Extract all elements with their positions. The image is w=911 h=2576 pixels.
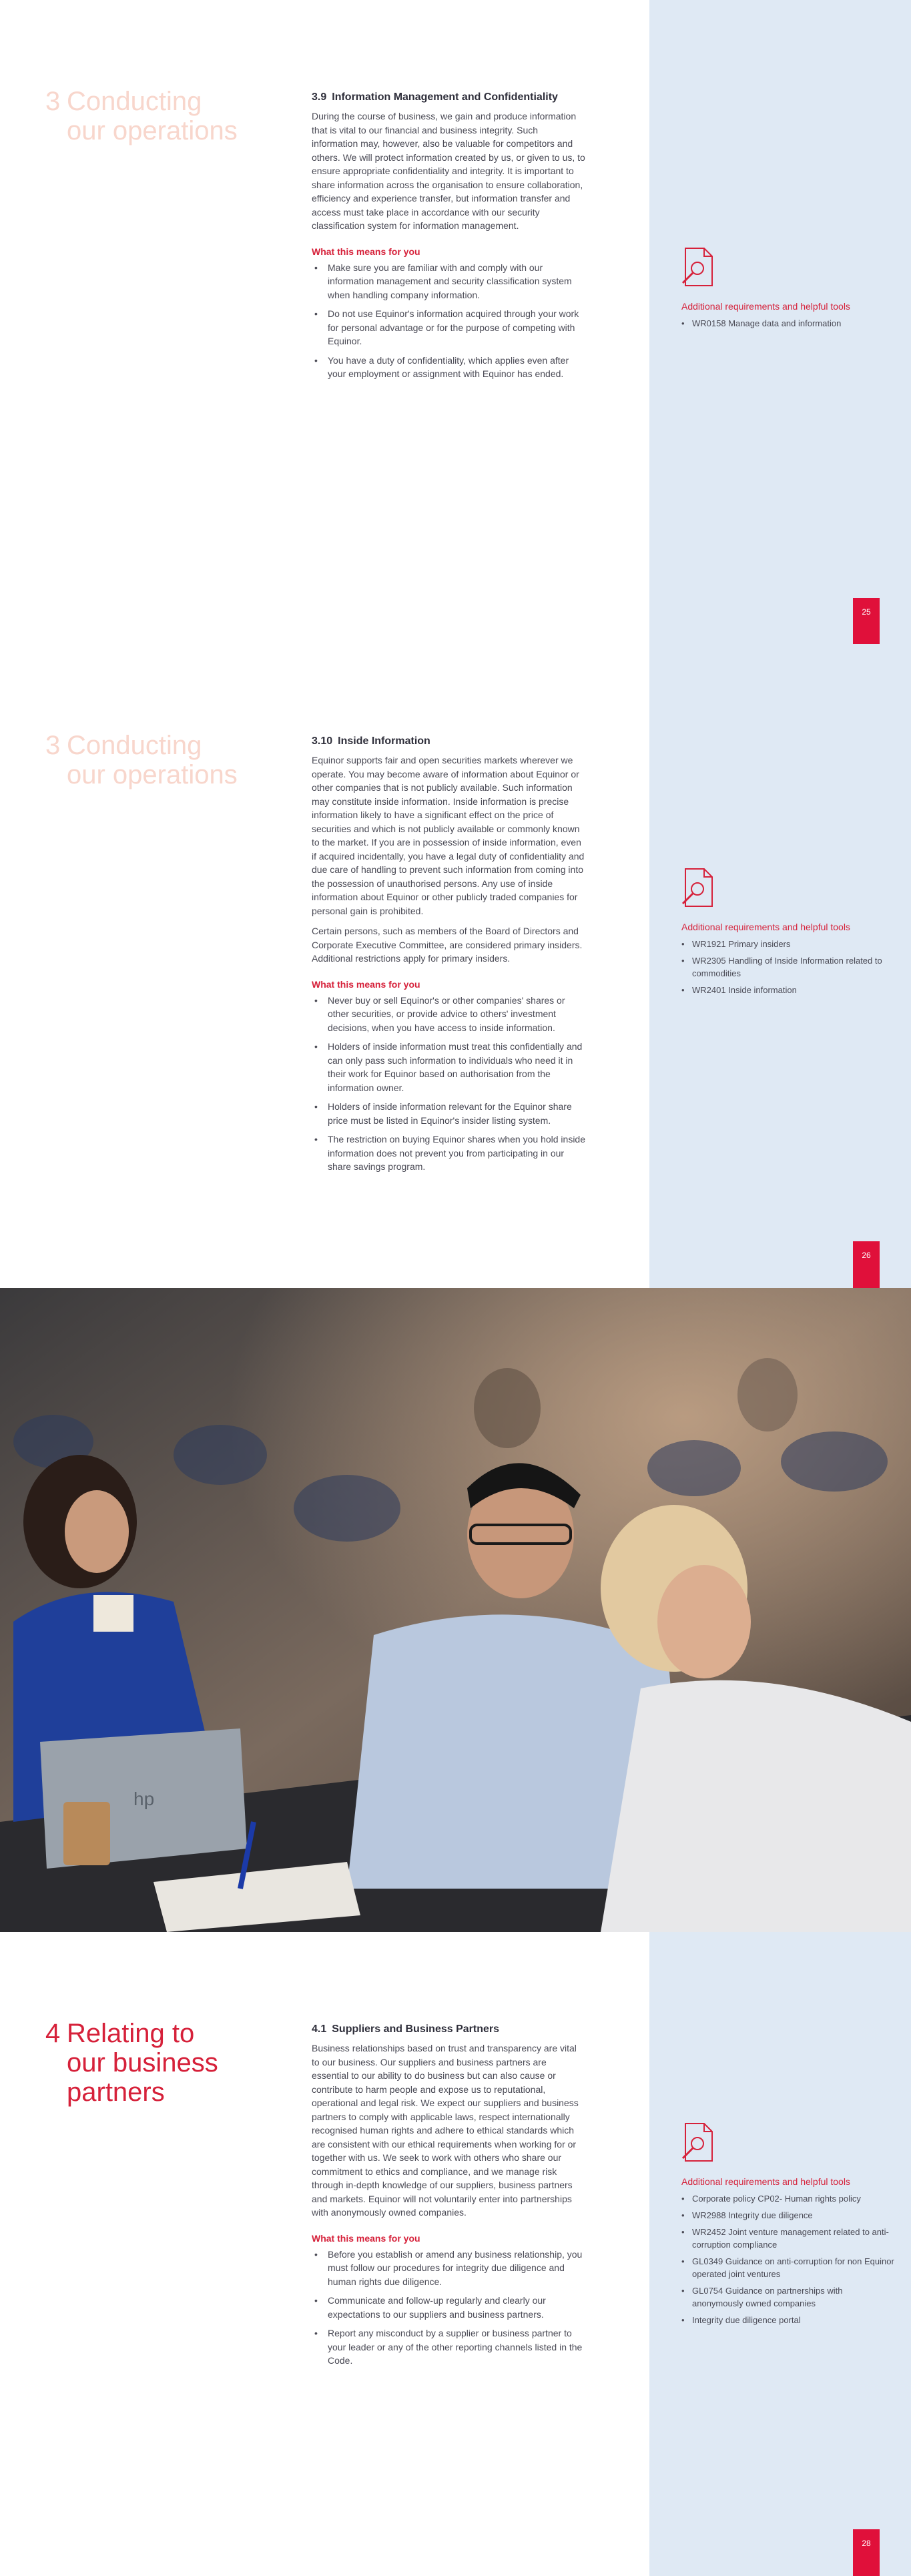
chapter-number: 4 (45, 2019, 61, 2048)
page-number: 28 (853, 2529, 880, 2576)
chapter-title-line2: our business (67, 2048, 218, 2077)
page-number: 26 (853, 1241, 880, 1288)
tool-link[interactable]: • WR2305 Handling of Inside Information related to commodities (681, 954, 895, 980)
what-this-means-heading: What this means for you (312, 2232, 420, 2244)
chapter-title-line1: Conducting (67, 87, 202, 116)
list-item: • The restriction on buying Equinor shares when you hold inside information does not prevent you from participating in our share savings program. (312, 1133, 585, 1174)
section-title-text: Information Management and Confidentiality (332, 91, 558, 103)
tool-link[interactable]: • WR2452 Joint venture management related to anti-corruption compliance (681, 2226, 895, 2251)
tools-list (681, 317, 895, 330)
what-this-means-heading: What this means for you (312, 978, 420, 990)
list-item: • Report any misconduct by a supplier or business partner to your leader or any of the other reporting channels listed in the Code. (312, 2326, 585, 2368)
document-magnifier-icon (681, 2122, 715, 2164)
what-this-means-heading: What this means for you (312, 246, 420, 257)
list-item: • Communicate and follow-up regularly and clearly our expectations to our suppliers and business partners. (312, 2294, 585, 2321)
tool-link[interactable]: • GL0754 Guidance on partnerships with anonymously owned companies (681, 2284, 895, 2310)
obligations-list (312, 2248, 585, 2368)
section-content (312, 735, 585, 1179)
section-title-text: Inside Information (338, 735, 430, 747)
page-number: 25 (853, 598, 880, 644)
tool-link[interactable]: • Integrity due diligence portal (681, 2314, 895, 2326)
tool-link[interactable]: • WR2401 Inside information (681, 984, 895, 996)
chapter-title-line3: partners (67, 2077, 165, 2107)
document-magnifier-icon (681, 247, 715, 288)
tool-link[interactable]: • Corporate policy CP02- Human rights policy (681, 2192, 895, 2205)
tools-list (681, 938, 895, 996)
list-item: • You have a duty of confidentiality, which applies even after your employment or assignment with Equinor has ended. (312, 354, 585, 381)
section-title (312, 735, 585, 748)
laptop-logo: hp (133, 1789, 155, 1809)
photo-illustration (0, 1288, 911, 1932)
chapter-title-line2: our operations (67, 116, 238, 145)
section-number: 3.9 (312, 91, 327, 103)
body-paragraph: Certain persons, such as members of the Board of Directors and Corporate Executive Committee, are considered primary insiders. Additional restrictions apply for primary insiders. (312, 926, 583, 964)
section-content (312, 91, 585, 386)
list-item: • Before you establish or amend any business relationship, you must follow our procedures for integrity due diligence and human rights due diligence. (312, 2248, 585, 2289)
section-content (312, 2023, 585, 2373)
list-item: • Make sure you are familiar with and comply with our information management and security classification system when handling company information. (312, 261, 585, 302)
chapter-heading (45, 731, 238, 789)
list-item: • Never buy or sell Equinor's or other companies' shares or other securities, or provide advice to others' investment decisions, when you have access to inside information. (312, 994, 585, 1035)
tools-box (681, 2122, 895, 2330)
section-title (312, 2023, 585, 2036)
tools-title: Additional requirements and helpful tools (681, 922, 850, 932)
obligations-list (312, 994, 585, 1174)
tool-link[interactable]: • WR0158 Manage data and information (681, 317, 895, 330)
section-title (312, 91, 585, 104)
list-item: • Holders of inside information must treat this confidentially and can only pass such information to individuals who need it in their work for Equinor based on authorisation from the information owner. (312, 1040, 585, 1094)
page-25 (0, 0, 911, 644)
meeting-photo (0, 1288, 911, 1932)
body-paragraph: Business relationships based on trust and transparency are vital to our business. Our suppliers and business partners are essential to our ability to do business but can also cause or contribute to harm people and expose us to reputational, operational and legal risk. We expect our suppliers and business partners to comply with applicable laws, respect internationally recognised human rights and adhere to ethical standards which are consistent with our ethical requirements when working for or together with us. We seek to work with others who share our commitment to ethics and compliance, and we manage risk through in-depth knowledge of our suppliers, business partners and markets. Equinor will not voluntarily enter into partnerships with anonymously owned companies. (312, 2043, 579, 2218)
obligations-list (312, 261, 585, 381)
tools-title: Additional requirements and helpful tools (681, 2176, 850, 2187)
section-title-text: Suppliers and Business Partners (332, 2023, 499, 2035)
chapter-heading (45, 2019, 218, 2107)
body-paragraph: Equinor supports fair and open securities markets wherever we operate. You may become aware of information about Equinor or other companies that is not publicly available. Such information may constitute inside information. Inside information is precise information likely to have a significant effect on the price of securities and which is not publicly available or commonly known to the market. If you are in possession of inside information, even if acquired incidentally, you have a legal duty of confidentiality and due care of handling to prevent such information from coming into the possession of unauthorised persons. Any use of inside information about Equinor or other publicly traded companies for personal gain is prohibited. (312, 755, 585, 916)
list-item: • Do not use Equinor's information acquired through your work for personal advantage or for the purpose of competing with Equinor. (312, 307, 585, 348)
chapter-heading (45, 87, 238, 145)
tools-list (681, 2192, 895, 2326)
tool-link[interactable]: • WR2988 Integrity due diligence (681, 2209, 895, 2222)
page-26 (0, 644, 911, 1288)
tool-link[interactable]: • GL0349 Guidance on anti-corruption for non Equinor operated joint ventures (681, 2255, 895, 2280)
chapter-title-line1: Relating to (67, 2019, 195, 2048)
tools-box (681, 868, 895, 1000)
section-number: 4.1 (312, 2023, 327, 2035)
chapter-number: 3 (45, 87, 61, 116)
tools-title: Additional requirements and helpful tools (681, 301, 850, 312)
chapter-number: 3 (45, 731, 61, 760)
body-paragraph: During the course of business, we gain and produce information that is vital to our financial and business integrity. Such information may, however, also be valuable for competitors and others. We will protect information created by us, or given to us, to ensure appropriate confidentiality and integrity. It is important to share information across the organisation to ensure collaboration, efficiency and experience transfer, but information transfer and access must take place in accordance with our security classification system for information management. (312, 111, 585, 231)
list-item: • Holders of inside information relevant for the Equinor share price must be listed in Equinor's insider listing system. (312, 1100, 585, 1127)
page-28 (0, 1932, 911, 2576)
document-magnifier-icon (681, 868, 715, 909)
section-number: 3.10 (312, 735, 333, 747)
chapter-title-line2: our operations (67, 760, 238, 789)
tool-link[interactable]: • WR1921 Primary insiders (681, 938, 895, 950)
tools-box (681, 247, 895, 334)
chapter-title-line1: Conducting (67, 731, 202, 760)
